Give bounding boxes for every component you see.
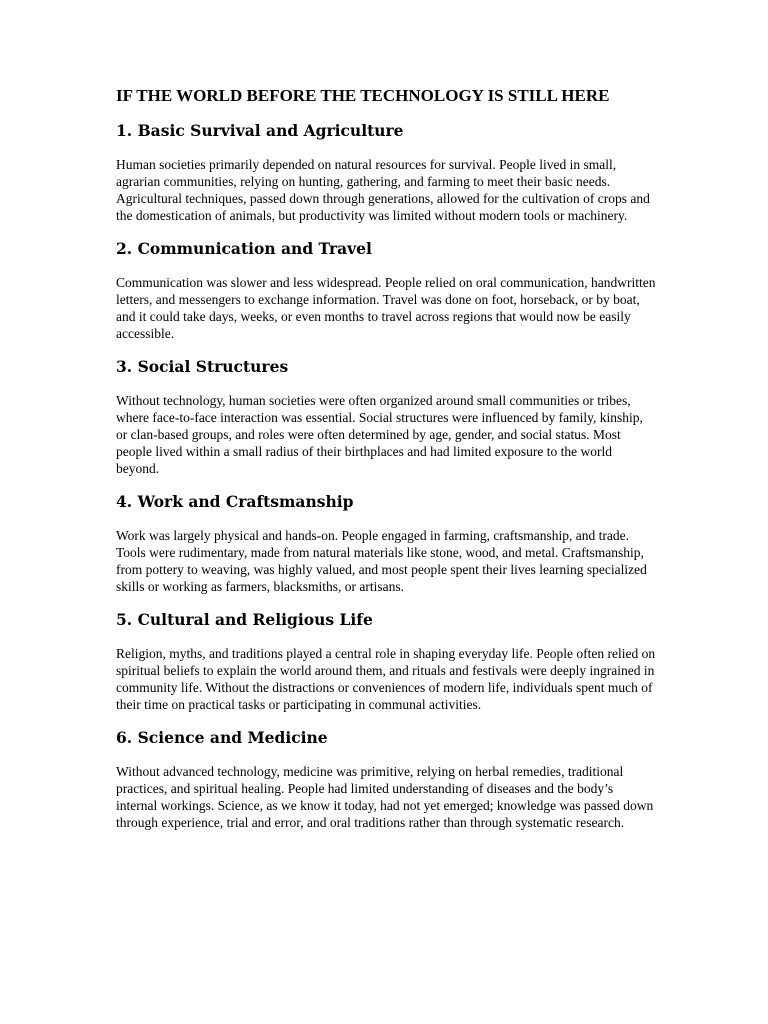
section-heading: 6. Science and Medicine (116, 728, 328, 747)
section-science-medicine (116, 728, 656, 831)
section-heading: 3. Social Structures (116, 357, 289, 376)
section-heading: 4. Work and Craftsmanship (116, 492, 354, 511)
section-paragraph: Religion, myths, and traditions played a central role in shaping everyday life. People often relied on spiritual beliefs to explain the world around them, and rituals and festivals were deeply ingrained in community life. Without the distractions or conveniences of modern life, individuals spent much of their time on practical tasks or participating in communal activities. (116, 646, 656, 712)
section-cultural-religious (116, 610, 656, 713)
section-paragraph: Human societies primarily depended on natural resources for survival. People lived in small, agrarian communities, relying on hunting, gathering, and farming to meet their basic needs. Agricultural techniques, passed down through generations, allowed for the cultivation of crops and the domestication of animals, but productivity was limited without modern tools or machinery. (116, 157, 650, 223)
section-social-structures (116, 357, 656, 477)
section-paragraph: Work was largely physical and hands-on. People engaged in farming, craftsmanship, and trade. Tools were rudimentary, made from natural materials like stone, wood, and metal. Craftsmanship, from pottery to weaving, was highly valued, and most people spent their lives learning specialized skills or working as farmers, blacksmiths, or artisans. (116, 528, 647, 594)
section-communication-travel (116, 239, 656, 342)
section-paragraph: Without advanced technology, medicine was primitive, relying on herbal remedies, traditional practices, and spiritual healing. People had limited understanding of diseases and the body’s internal workings. Science, as we know it today, had not yet emerged; knowledge was passed down through experience, trial and error, and oral traditions rather than through systematic research. (116, 764, 654, 830)
section-heading: 5. Cultural and Religious Life (116, 610, 373, 629)
section-paragraph: Communication was slower and less widespread. People relied on oral communication, handwritten letters, and messengers to exchange information. Travel was done on foot, horseback, or by boat, and it could take days, weeks, or even months to travel across regions that would now be easily accessible. (116, 275, 656, 341)
section-paragraph: Without technology, human societies were often organized around small communities or tribes, where face-to-face interaction was essential. Social structures were influenced by family, kinship, or clan-based groups, and roles were often determined by age, gender, and social status. Most people lived within a small radius of their birthplaces and had limited exposure to the world beyond. (116, 393, 643, 476)
section-heading: 2. Communication and Travel (116, 239, 372, 258)
section-work-craftsmanship (116, 492, 656, 595)
section-basic-survival (116, 121, 656, 224)
document-title: IF THE WORLD BEFORE THE TECHNOLOGY IS STILL HERE (116, 86, 610, 105)
section-heading: 1. Basic Survival and Agriculture (116, 121, 404, 140)
document-page (116, 86, 656, 846)
